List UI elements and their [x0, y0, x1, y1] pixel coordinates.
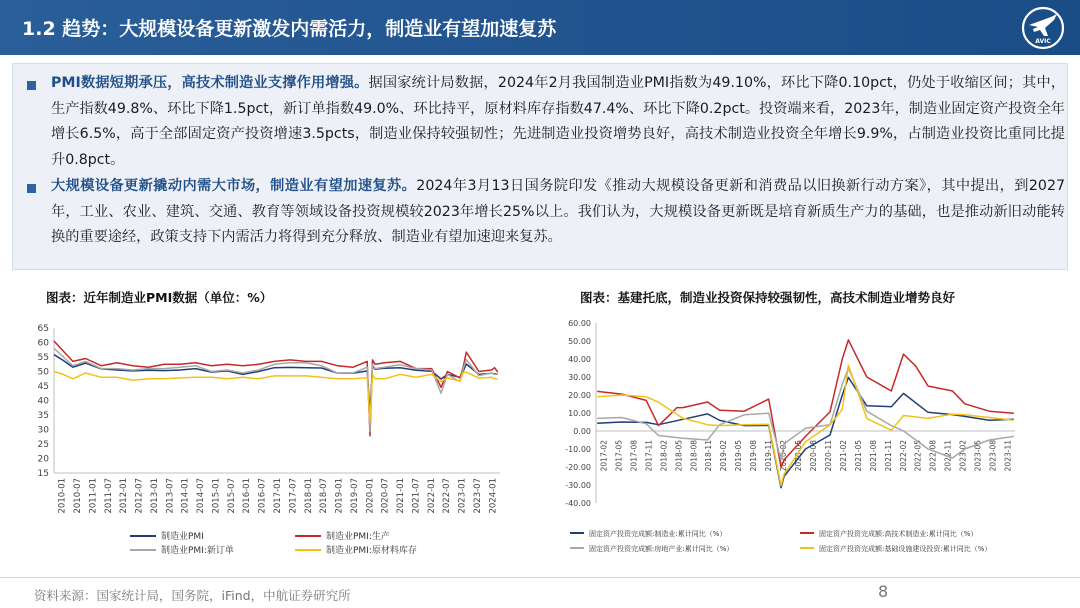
x-tick-label: 2013-01 — [149, 478, 160, 514]
x-tick-label: 2022-02 — [898, 440, 908, 472]
x-tick-label: 2019-07 — [349, 478, 360, 514]
y-tick-label: -40.00 — [565, 499, 591, 508]
x-tick-label: 2020-05 — [794, 440, 804, 472]
paragraph-highlight: PMI数据短期承压，高技术制造业支撑作用增强。 — [51, 75, 369, 91]
x-tick-label: 2017-11 — [644, 440, 654, 472]
x-tick-label: 2023-02 — [958, 440, 968, 472]
paragraph-equipment — [51, 174, 1065, 251]
x-tick-label: 2021-08 — [868, 440, 878, 472]
legend-label: 制造业PMI — [161, 532, 204, 542]
x-tick-label: 2022-01 — [426, 478, 437, 514]
x-tick-label: 2021-01 — [396, 478, 407, 514]
bullet-square-icon — [27, 184, 36, 193]
x-tick-label: 2019-01 — [334, 478, 345, 514]
x-tick-label: 2024-01 — [488, 478, 499, 514]
paragraph-highlight: 大规模设备更新撬动内需大市场，制造业有望加速复苏。 — [51, 178, 417, 194]
pmi-chart — [30, 318, 520, 568]
svg-text:AVIC: AVIC — [1035, 38, 1051, 45]
x-tick-label: 2020-02 — [779, 440, 789, 472]
paragraph-body: 据国家统计局数据，2024年2月我国制造业PMI指数为49.10%，环比下降0.10pct，仍处于收缩区间；其中，生产指数49.8%、环比下降1.5pct，新订单指数49.0%、环比持平，原材料库存指数47.4%、环比下降0.2pct。投资端来看，2023年，制造业固定资产投资全年增长6.5%，高于全部固定资产投资增速3.5pcts，制造业保持较强韧性；先进制造业投资增势良好，高技术制造业投资全年增长9.9%，占制造业投资比重同比提升0.8pct。 — [51, 75, 1066, 168]
legend-label: 固定资产投资完成额:制造业:累计同比（%） — [589, 530, 727, 538]
x-tick-label: 2013-07 — [165, 478, 176, 514]
x-tick-label: 2020-11 — [823, 440, 833, 472]
x-tick-label: 2023-07 — [472, 478, 483, 514]
header-bar — [0, 0, 1080, 55]
x-tick-label: 2018-05 — [674, 440, 684, 472]
y-tick-label: 55 — [37, 353, 49, 363]
y-tick-label: 30 — [37, 425, 49, 436]
y-tick-label: 25 — [37, 440, 49, 450]
x-tick-label: 2018-02 — [659, 440, 669, 472]
x-tick-label: 2022-05 — [913, 440, 923, 472]
x-tick-label: 2017-08 — [629, 440, 639, 472]
x-tick-label: 2021-11 — [883, 440, 893, 472]
legend-label: 制造业PMI:原材料库存 — [326, 546, 417, 556]
x-tick-label: 2023-01 — [457, 478, 468, 514]
x-tick-label: 2023-11 — [1003, 440, 1013, 472]
y-tick-label: 15 — [37, 469, 49, 479]
y-tick-label: -10.00 — [565, 445, 591, 454]
x-tick-label: 2017-07 — [288, 478, 299, 514]
x-tick-label: 2021-02 — [838, 440, 848, 472]
series-line-2 — [54, 341, 498, 436]
y-tick-label: 0.00 — [573, 427, 591, 436]
x-tick-label: 2015-01 — [211, 478, 222, 514]
y-tick-label: 45 — [37, 382, 49, 392]
x-tick-label: 2023-05 — [973, 440, 983, 472]
x-tick-label: 2012-01 — [119, 478, 130, 514]
y-tick-label: -30.00 — [565, 481, 591, 490]
x-tick-label: 2016-07 — [257, 478, 268, 514]
y-tick-label: 35 — [37, 411, 49, 421]
x-tick-label: 2022-11 — [943, 440, 953, 472]
x-tick-label: 2014-07 — [196, 478, 207, 514]
x-tick-label: 2011-01 — [88, 478, 99, 514]
legend-label: 固定资产投资完成额:基础设施建设投资:累计同比（%） — [819, 545, 992, 553]
y-tick-label: 50 — [37, 367, 49, 378]
y-tick-label: 50.00 — [568, 337, 591, 346]
x-tick-label: 2012-07 — [134, 478, 145, 514]
y-tick-label: 40.00 — [568, 355, 591, 364]
y-tick-label: 20.00 — [568, 391, 591, 400]
x-tick-label: 2017-02 — [599, 440, 609, 472]
x-tick-label: 2020-01 — [365, 478, 376, 514]
legend-label: 制造业PMI:生产 — [326, 532, 390, 542]
bullet-square-icon — [27, 81, 36, 90]
page-number: 8 — [878, 582, 889, 601]
x-tick-label: 2020-08 — [808, 440, 818, 472]
y-tick-label: -20.00 — [565, 463, 591, 472]
x-tick-label: 2019-02 — [719, 440, 729, 472]
avic-logo-icon — [1021, 6, 1065, 50]
chart-title-investment: 图表：基建托底，制造业投资保持较强韧性，高技术制造业增势良好 — [580, 290, 956, 305]
x-tick-label: 2011-07 — [103, 478, 114, 514]
x-tick-label: 2022-08 — [928, 440, 938, 472]
paragraph-pmi — [51, 71, 1065, 173]
x-tick-label: 2018-08 — [689, 440, 699, 472]
x-tick-label: 2021-05 — [853, 440, 863, 472]
x-tick-label: 2017-01 — [273, 478, 283, 514]
x-tick-label: 2018-01 — [303, 478, 314, 514]
legend-label: 固定资产投资完成额:房地产业:累计同比（%） — [589, 545, 734, 553]
x-tick-label: 2019-08 — [749, 440, 759, 472]
y-tick-label: 40 — [37, 396, 49, 407]
x-tick-label: 2014-01 — [180, 478, 191, 514]
x-tick-label: 2023-08 — [988, 440, 998, 472]
x-tick-label: 2019-05 — [734, 440, 744, 472]
y-tick-label: 60.00 — [568, 319, 591, 328]
y-tick-label: 20 — [37, 454, 49, 465]
x-tick-label: 2010-07 — [73, 478, 84, 514]
x-tick-label: 2022-07 — [442, 478, 453, 514]
y-tick-label: 65 — [37, 324, 49, 334]
x-tick-label: 2021-07 — [411, 478, 422, 514]
x-tick-label: 2016-01 — [242, 478, 253, 514]
paragraph-body: 2024年3月13日国务院印发《推动大规模设备更新和消费品以旧换新行动方案》，其中提出，到2027年，工业、农业、建筑、交通、教育等领域设备投资规模较2023年增长25%以上。我们认为，大规模设备更新既是培育新质生产力的基础，也是推动新旧动能转换的重要途经，政策支持下内需活力将得到充分释放、制造业有望加速迎来复苏。 — [51, 178, 1065, 246]
page-title: 1.2 趋势：大规模设备更新激发内需活力，制造业有望加速复苏 — [22, 18, 557, 40]
footer-divider — [0, 577, 1080, 578]
x-tick-label: 2010-01 — [57, 478, 68, 514]
footer-source: 资料来源：国家统计局，国务院，iFind，中航证券研究所 — [34, 588, 351, 603]
legend-label: 制造业PMI:新订单 — [161, 546, 234, 556]
x-tick-label: 2019-11 — [764, 440, 774, 472]
legend-label: 固定资产投资完成额:高技术制造业:累计同比（%） — [819, 530, 978, 538]
summary-box — [12, 63, 1068, 270]
x-tick-label: 2018-11 — [704, 440, 714, 472]
y-tick-label: 30.00 — [568, 373, 591, 382]
chart-title-pmi: 图表：近年制造业PMI数据（单位：%） — [46, 290, 273, 305]
y-tick-label: 10.00 — [568, 409, 591, 418]
x-tick-label: 2018-07 — [319, 478, 330, 514]
x-tick-label: 2020-07 — [380, 478, 391, 514]
x-tick-label: 2015-07 — [226, 478, 237, 514]
y-tick-label: 60 — [37, 338, 49, 349]
x-tick-label: 2017-05 — [614, 440, 624, 472]
investment-chart — [560, 315, 1050, 575]
series-line-4 — [54, 372, 498, 422]
